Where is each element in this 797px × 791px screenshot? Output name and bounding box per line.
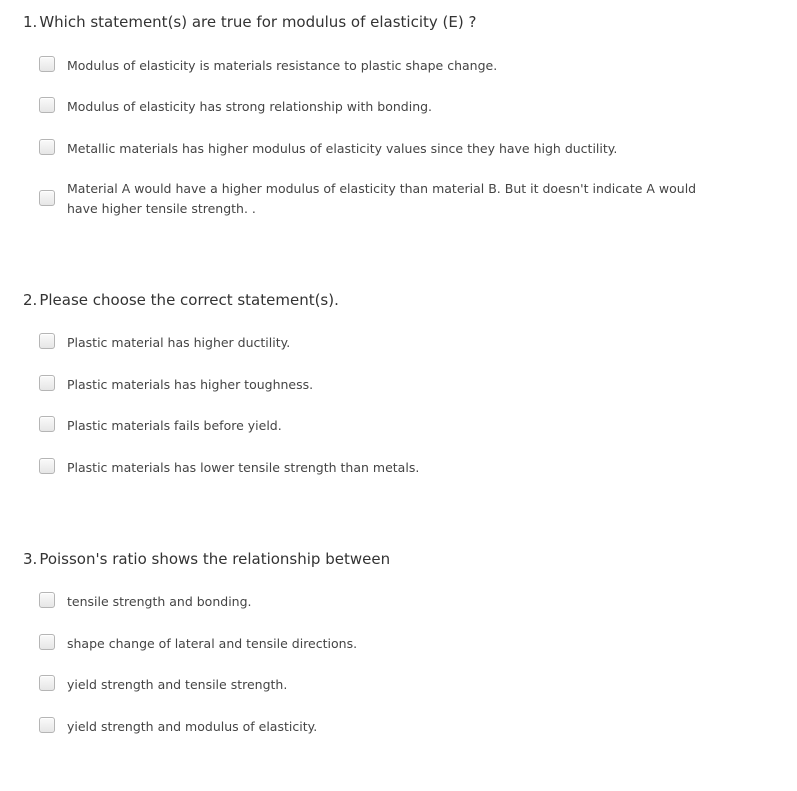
option-label: tensile strength and bonding.	[67, 594, 252, 609]
option-label: Plastic materials has higher toughness.	[67, 377, 314, 392]
question-1-number: 1.	[23, 13, 38, 31]
checkbox[interactable]	[39, 97, 55, 113]
checkbox[interactable]	[39, 634, 55, 650]
question-1-text: Which statement(s) are true for modulus of elasticity (E) ?	[39, 13, 477, 31]
checkbox[interactable]	[39, 717, 55, 733]
question-2-title	[23, 291, 339, 309]
option-label: Plastic materials fails before yield.	[67, 418, 282, 433]
question-2-number: 2.	[23, 291, 38, 309]
option-label: yield strength and modulus of elasticity.	[67, 719, 318, 734]
checkbox[interactable]	[39, 458, 55, 474]
option-label: Modulus of elasticity has strong relationship with bonding.	[67, 99, 433, 114]
question-3-title	[23, 550, 390, 568]
checkbox[interactable]	[39, 139, 55, 155]
option-label: shape change of lateral and tensile directions.	[67, 636, 358, 651]
question-3-number: 3.	[23, 550, 38, 568]
checkbox[interactable]	[39, 190, 55, 206]
checkbox[interactable]	[39, 56, 55, 72]
question-2-text: Please choose the correct statement(s).	[39, 291, 339, 309]
option-label: Plastic material has higher ductility.	[67, 335, 291, 350]
checkbox[interactable]	[39, 375, 55, 391]
checkbox[interactable]	[39, 333, 55, 349]
checkbox[interactable]	[39, 416, 55, 432]
option-label: Material A would have a higher modulus of elasticity than material B. But it doesn't indicate A would have higher tensile strength. .	[67, 181, 697, 216]
option-label: yield strength and tensile strength.	[67, 677, 288, 692]
question-3-text: Poisson's ratio shows the relationship between	[39, 550, 391, 568]
option-label: Metallic materials has higher modulus of elasticity values since they have high ductility.	[67, 141, 618, 156]
question-1-title	[23, 13, 476, 31]
option-label: Plastic materials has lower tensile strength than metals.	[67, 460, 420, 475]
option-label: Modulus of elasticity is materials resistance to plastic shape change.	[67, 58, 498, 73]
checkbox[interactable]	[39, 592, 55, 608]
checkbox[interactable]	[39, 675, 55, 691]
